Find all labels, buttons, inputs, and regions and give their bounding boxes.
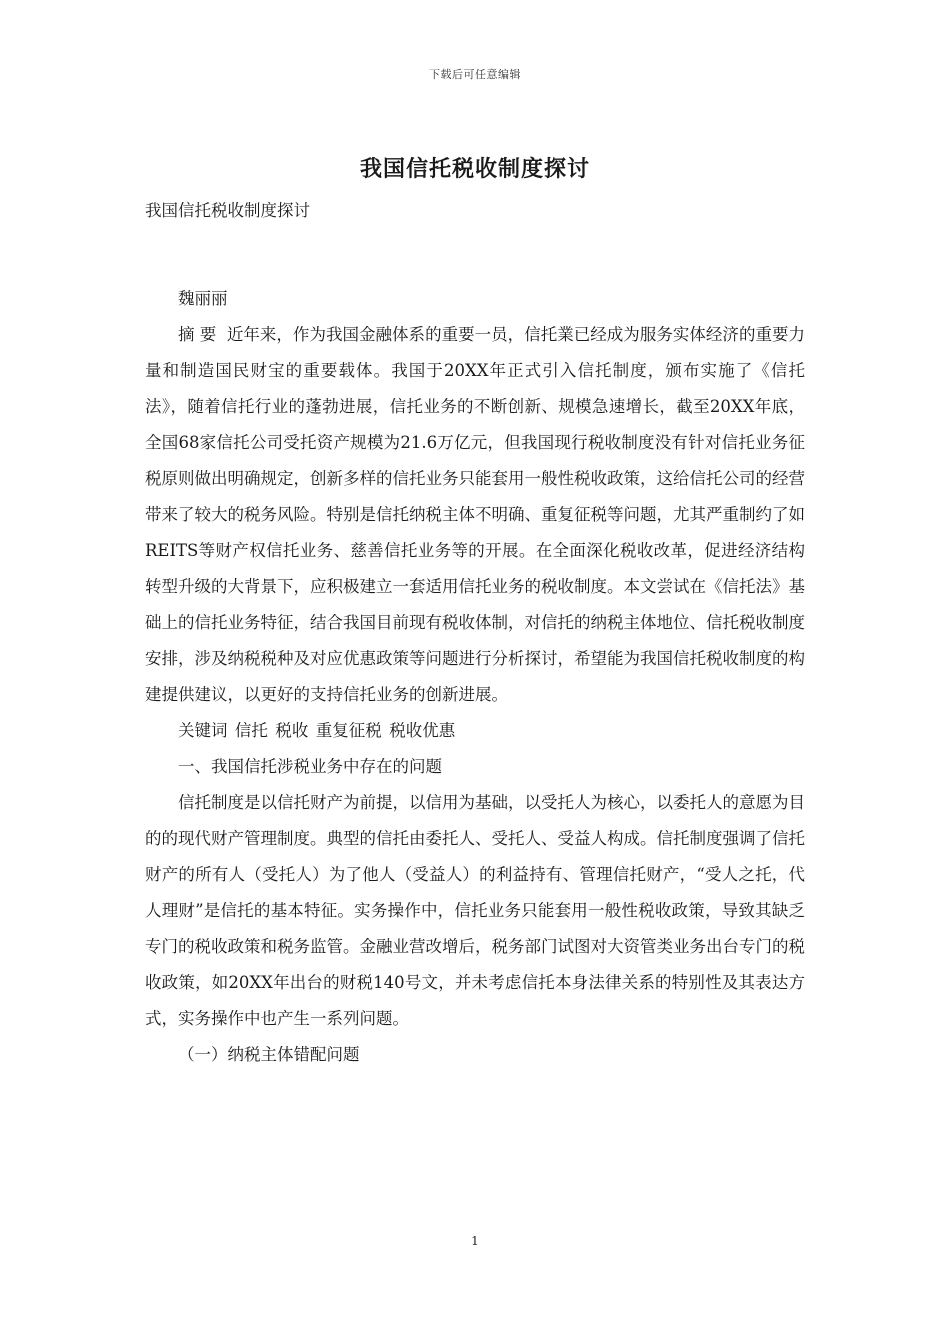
page-number: 1 [471, 1234, 479, 1248]
spacer [145, 229, 805, 281]
document-title: 我国信托税收制度探讨 [359, 156, 590, 182]
keyword: 税收 [275, 721, 309, 740]
author-name: 魏丽丽 [178, 289, 228, 308]
abstract-label: 摘 要 [178, 325, 217, 344]
section-heading: 一、我国信托涉税业务中存在的问题 [178, 757, 442, 776]
page-header-note: 下载后可任意编辑 [429, 68, 521, 81]
abstract-paragraph [145, 317, 805, 713]
keywords-line [145, 713, 805, 749]
keywords-label: 关键词 [178, 721, 228, 740]
section-paragraph: 信托制度是以信托财产为前提，以信用为基础，以受托人为核心，以委托人的意愿为目的的现代财产管理制度。典型的信托由委托人、受托人、受益人构成。信托制度强调了信托财产的所有人（受托人）为了他人（受益人）的利益持有、管理信托财产，“受人之托，代人理财”是信托的基本特征。实务操作中，信托业务只能套用一般性税收政策，导致其缺乏专门的税收政策和税务监管。金融业营改增后，税务部门试图对大资管类业务出台专门的税收政策，如20XX年出台的财税140号文，并未考虑信托本身法律关系的特别性及其表达方式，实务操作中也产生一系列问题。 [145, 793, 805, 1028]
abstract-text: 近年来，作为我国金融体系的重要一员，信托業已经成为服务实体经济的重要力量和制造国民财宝的重要载体。我国于20XX年正式引入信托制度，颁布实施了《信托法》，随着信托行业的蓬勃进展，信托业务的不断创新、规模急速增长，截至20XX年底，全国68家信托公司受托资产规模为21.6万亿元，但我国现行税收制度没有针对信托业务征税原则做出明确规定，创新多样的信托业务只能套用一般性税收政策，这给信托公司的经营带来了较大的税务风险。特别是信托纳税主体不明确、重复征税等问题，尤其严重制约了如REITS等财产权信托业务、慈善信托业务等的开展。在全面深化税收改革，促进经济结构转型升级的大背景下，应积极建立一套适用信托业务的税收制度。本文尝试在《信托法》基础上的信托业务特征，结合我国目前现有税收体制，对信托的纳税主体地位、信托税收制度安排，涉及纳税税种及对应优惠政策等问题进行分析探讨，希望能为我国信托税收制度的构建提供建议，以更好的支持信托业务的创新进展。 [145, 325, 805, 704]
keyword: 信托 [234, 721, 268, 740]
document-subtitle: 我国信托税收制度探讨 [145, 201, 310, 220]
keyword: 税收优惠 [389, 721, 456, 740]
keyword: 重复征税 [315, 721, 382, 740]
document-body [145, 193, 805, 1073]
subsection-heading: （一）纳税主体错配问题 [178, 1045, 360, 1064]
